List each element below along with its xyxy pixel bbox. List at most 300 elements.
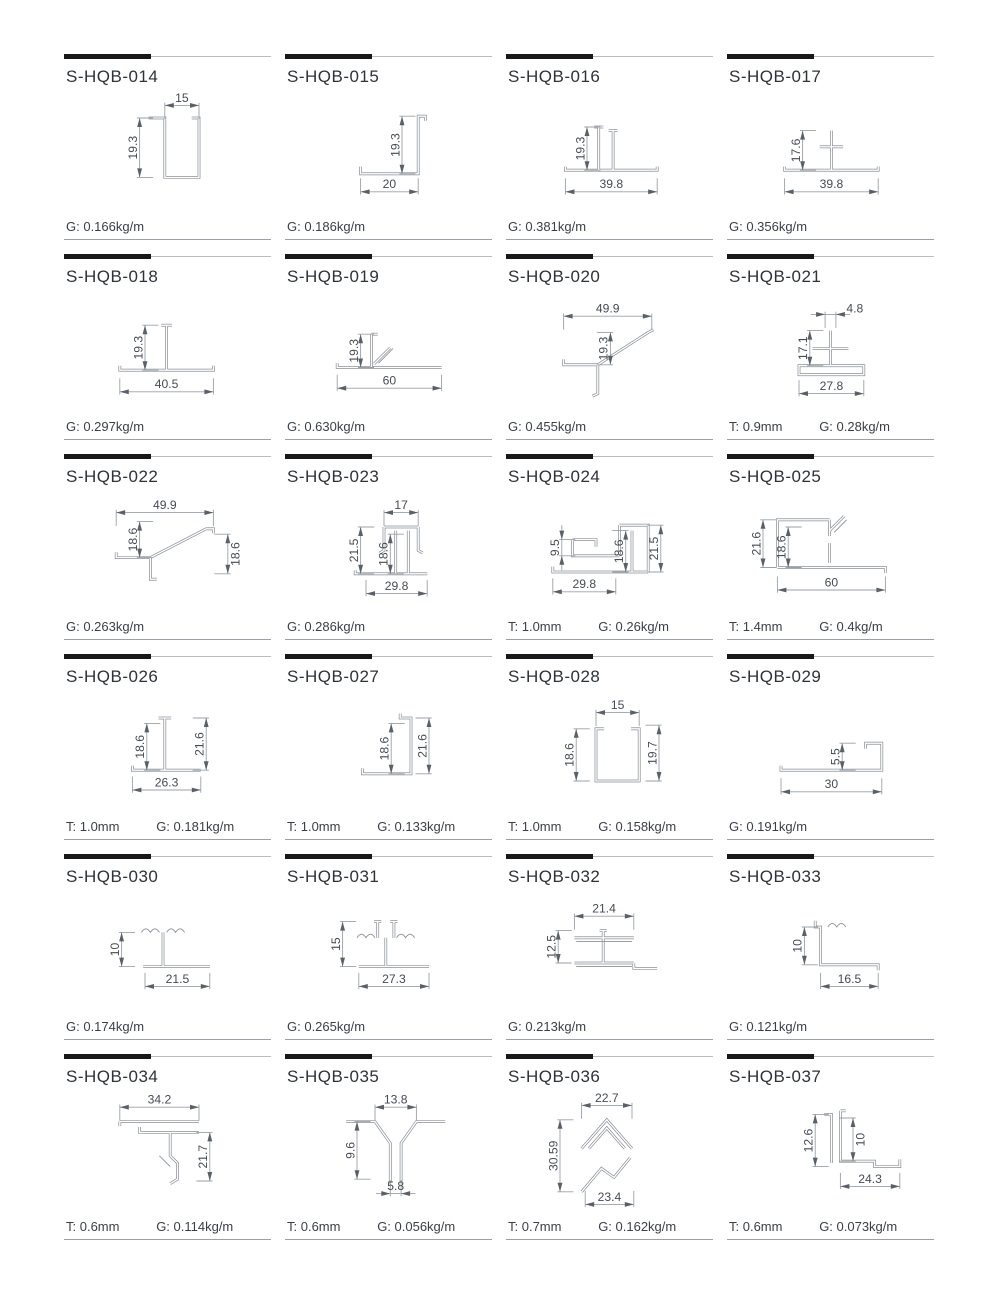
- header-rule: [285, 1056, 492, 1065]
- spec-text: G: 0.297kg/m: [66, 419, 145, 434]
- spec-row: [64, 817, 271, 840]
- spec-text: G: 0.166kg/m: [66, 219, 145, 234]
- profile-card: [285, 656, 492, 840]
- profile-card: [727, 656, 934, 840]
- dimension-arrow: [409, 510, 418, 515]
- dimension-arrow: [648, 189, 657, 194]
- profile-wall: [824, 1114, 831, 1163]
- profile-drawing: [727, 491, 934, 617]
- dimension-arrow: [204, 389, 213, 394]
- dimension-arrow: [800, 131, 805, 140]
- dimension-arrow: [361, 189, 370, 194]
- dimension: [366, 579, 427, 596]
- spec-text: G: 0.630kg/m: [287, 419, 366, 434]
- profile-wall-core: [132, 766, 200, 771]
- profile-code: S-HQB-022: [66, 467, 159, 486]
- dimension-label: 21.6: [192, 732, 207, 756]
- dimension-label: 19.3: [125, 135, 140, 160]
- dimension-label: 19.3: [131, 335, 146, 360]
- profile-drawing: [506, 1091, 713, 1217]
- dimension-label: 12.6: [801, 1128, 816, 1153]
- profile-wall-core: [150, 529, 213, 558]
- spec-row: [727, 417, 934, 440]
- header-rule: [64, 656, 271, 665]
- dimension-arrow: [132, 788, 141, 793]
- spec-row: [506, 617, 713, 640]
- header-rule: [727, 56, 934, 65]
- dimension: [596, 698, 639, 726]
- dimension: [749, 520, 776, 568]
- dimension-arrow: [876, 588, 885, 593]
- dimension-arrow: [657, 725, 662, 734]
- spec-row: [506, 217, 713, 240]
- profile-code: S-HQB-036: [508, 1067, 601, 1086]
- header-rule: [285, 256, 492, 265]
- header-rule: [285, 456, 492, 465]
- dimension: [359, 972, 429, 989]
- spec-text: T: 0.6mm: [729, 1219, 783, 1234]
- dimension-arrow: [418, 591, 427, 596]
- dimension-label: 17: [394, 498, 408, 512]
- dimension-arrow: [207, 1172, 212, 1181]
- dimension-label: 30: [824, 777, 839, 792]
- dimension: [347, 527, 374, 574]
- dimension: [343, 1122, 370, 1180]
- dimension: [564, 302, 652, 330]
- dimension-arrow: [813, 1114, 818, 1123]
- dimension: [126, 118, 153, 177]
- dimension-arrow: [389, 723, 394, 732]
- dimension-arrow: [565, 189, 574, 194]
- dimension: [574, 902, 633, 930]
- dimension-arrow: [574, 914, 583, 919]
- dimension-arrow: [427, 718, 432, 727]
- dimension-label: 49.9: [152, 498, 177, 512]
- profile-drawing: [285, 291, 492, 417]
- profile-wall: [149, 118, 199, 177]
- header-rule: [64, 56, 271, 65]
- dimension-label: 5.8: [387, 1179, 405, 1193]
- dimension-label: 24.3: [858, 1171, 882, 1186]
- profile-card: [506, 856, 713, 1040]
- dimension-label: 21.6: [415, 734, 430, 758]
- dimension-label: 18.6: [774, 535, 789, 560]
- profile-detail-line: [828, 923, 846, 927]
- header-bar: [727, 854, 814, 859]
- profile-code: S-HQB-018: [66, 267, 159, 286]
- profile-detail-line: [141, 929, 159, 933]
- dimension: [165, 91, 199, 119]
- dimension-arrow: [821, 984, 830, 989]
- header-rule: [727, 1056, 934, 1065]
- spec-text: G: 0.381kg/m: [508, 219, 587, 234]
- profile-wall-core: [355, 570, 427, 574]
- profile-drawing: [506, 691, 713, 817]
- header-bar: [285, 454, 372, 459]
- profile-drawing: [64, 491, 271, 617]
- profile-drawing: [506, 891, 713, 1017]
- profile-drawing: [727, 691, 934, 817]
- profile-drawing: [64, 291, 271, 417]
- dimension-arrow: [119, 958, 124, 967]
- profile-card: [285, 1056, 492, 1240]
- profile-code: S-HQB-027: [287, 667, 380, 686]
- dimension-arrow: [658, 563, 663, 572]
- dimension: [563, 729, 590, 781]
- dimension-arrow: [777, 588, 786, 593]
- profile-drawing: [285, 691, 492, 817]
- spec-text: T: 0.6mm: [287, 1219, 341, 1234]
- profile-wall: [777, 568, 885, 573]
- profile-drawing: [727, 291, 934, 417]
- profile-wall: [582, 1120, 632, 1149]
- spec-text: T: 1.0mm: [508, 819, 562, 834]
- profile-wall: [582, 1158, 631, 1192]
- header-bar: [506, 54, 593, 59]
- spec-text: G: 0.263kg/m: [66, 619, 145, 634]
- spec-row: [727, 217, 934, 240]
- profile-code: S-HQB-016: [508, 67, 601, 86]
- spec-text: T: 0.9mm: [729, 419, 783, 434]
- spec-row: [285, 217, 492, 240]
- spec-row: [727, 1017, 934, 1040]
- dimension-label: 18.6: [376, 542, 391, 566]
- dimension-label: 5.5: [828, 748, 843, 766]
- header-rule: [506, 1056, 713, 1065]
- spec-row: [506, 817, 713, 840]
- spec-row: [285, 817, 492, 840]
- profile-wall-core: [582, 1158, 631, 1192]
- dimension-arrow: [116, 510, 125, 515]
- dimension-label: 21.4: [592, 901, 616, 916]
- dimension-arrow: [873, 789, 882, 794]
- dimension: [840, 1118, 868, 1161]
- spec-text: G: 0.28kg/m: [819, 419, 890, 434]
- profile-card: [727, 56, 934, 240]
- header-bar: [64, 454, 151, 459]
- dimension-arrow: [559, 531, 564, 540]
- dimension-arrow: [145, 984, 154, 989]
- profile-code: S-HQB-020: [508, 267, 601, 286]
- dimension-arrow: [340, 958, 345, 967]
- profile-wall: [573, 540, 596, 547]
- dimension-arrow: [137, 168, 142, 177]
- dimension-label: 17.6: [788, 138, 803, 163]
- profile-wall: [140, 1127, 199, 1132]
- profile-wall-core: [374, 348, 390, 364]
- dimension-arrow: [340, 922, 345, 931]
- dimension-label: 18.6: [125, 527, 140, 552]
- profile-wall: [596, 729, 639, 781]
- dimension-arrow: [204, 510, 213, 515]
- dimension: [361, 177, 419, 194]
- spec-text: G: 0.4kg/m: [819, 619, 883, 634]
- profile-code: S-HQB-032: [508, 867, 601, 886]
- dimension: [337, 374, 441, 391]
- dimension-arrow: [564, 314, 573, 319]
- dimension-arrow: [433, 386, 442, 391]
- profile-card: [64, 1056, 271, 1240]
- dimension-arrow: [207, 1132, 212, 1141]
- header-bar: [506, 854, 593, 859]
- profile-card: [727, 256, 934, 440]
- dimension-label: 26.3: [154, 775, 179, 790]
- header-rule: [64, 856, 271, 865]
- profile-card: [64, 56, 271, 240]
- profile-card: [506, 656, 713, 840]
- dimension-label: 29.8: [384, 579, 409, 593]
- dimension-arrow: [781, 789, 790, 794]
- header-rule: [506, 56, 713, 65]
- dimension-arrow: [836, 312, 845, 317]
- profile-code: S-HQB-034: [66, 1067, 159, 1086]
- dimension-label: 29.8: [572, 577, 597, 592]
- dimension: [597, 332, 613, 364]
- spec-text: G: 0.056kg/m: [377, 1219, 456, 1234]
- dimension-arrow: [407, 1105, 416, 1110]
- dimension-arrow: [420, 984, 429, 989]
- header-bar: [727, 254, 814, 259]
- dimension-label: 10: [790, 939, 805, 953]
- spec-text: T: 1.0mm: [66, 819, 120, 834]
- spec-row: [285, 1017, 492, 1040]
- dimension-label: 18.6: [133, 734, 148, 759]
- spec-text: G: 0.073kg/m: [819, 1219, 898, 1234]
- header-rule: [285, 856, 492, 865]
- spec-row: [285, 1217, 492, 1240]
- dimension: [802, 1114, 829, 1166]
- dimension: [116, 498, 213, 526]
- spec-text: G: 0.162kg/m: [598, 1219, 677, 1234]
- profile-detail-line: [167, 929, 185, 933]
- profile-wall: [564, 359, 598, 364]
- dimension-label: 10: [107, 942, 122, 957]
- dimension-label: 21.5: [647, 536, 662, 561]
- dimension-label: 27.8: [819, 379, 844, 393]
- header-bar: [285, 854, 372, 859]
- dimension: [193, 718, 209, 770]
- spec-row: [64, 1017, 271, 1040]
- dimension: [377, 534, 404, 574]
- dimension: [791, 927, 818, 965]
- header-rule: [727, 256, 934, 265]
- profile-code: S-HQB-026: [66, 667, 159, 686]
- spec-text: T: 1.0mm: [508, 619, 562, 634]
- profile-code: S-HQB-023: [287, 467, 380, 486]
- dimension-arrow: [427, 765, 432, 774]
- profile-drawing: [64, 691, 271, 817]
- profile-card: [64, 256, 271, 440]
- header-rule: [727, 456, 934, 465]
- spec-row: [506, 1217, 713, 1240]
- profile-wall: [401, 1122, 445, 1183]
- dimension: [376, 1179, 416, 1196]
- profile-wall-core: [582, 1120, 632, 1149]
- profile-card: [64, 456, 271, 640]
- spec-text: G: 0.158kg/m: [598, 819, 677, 834]
- spec-text: G: 0.186kg/m: [287, 219, 366, 234]
- dimension: [585, 1190, 634, 1207]
- header-rule: [285, 56, 492, 65]
- profile-wall: [589, 1128, 625, 1149]
- profile-card: [506, 1056, 713, 1240]
- profile-wall-core: [596, 729, 639, 781]
- spec-text: T: 0.7mm: [508, 1219, 562, 1234]
- dimension: [789, 131, 816, 171]
- spec-text: G: 0.181kg/m: [156, 819, 235, 834]
- dimension: [811, 302, 864, 328]
- profile-card: [506, 56, 713, 240]
- dimension-arrow: [625, 1202, 634, 1207]
- header-bar: [64, 654, 151, 659]
- dimension: [546, 1120, 573, 1192]
- dimension-arrow: [657, 772, 662, 781]
- profile-code: S-HQB-025: [729, 467, 822, 486]
- header-rule: [64, 456, 271, 465]
- profile-code: S-HQB-017: [729, 67, 822, 86]
- dimension: [840, 1172, 899, 1189]
- profile-drawing: [285, 891, 492, 1017]
- dimension: [545, 931, 572, 963]
- profile-drawing: [285, 491, 492, 617]
- dimension-label: 21.5: [346, 538, 361, 563]
- dimension-arrow: [630, 710, 639, 715]
- dimension: [145, 972, 210, 989]
- spec-text: T: 1.4mm: [729, 619, 783, 634]
- dimension-label: 19.3: [388, 133, 403, 157]
- dimension-arrow: [585, 127, 590, 136]
- header-bar: [64, 54, 151, 59]
- profile-drawing: [506, 91, 713, 217]
- dimension-arrow: [558, 1183, 563, 1192]
- spec-row: [64, 217, 271, 240]
- profile-code: S-HQB-028: [508, 667, 601, 686]
- dimension-arrow: [355, 1170, 360, 1179]
- dimension-arrow: [201, 984, 210, 989]
- dimension: [781, 777, 882, 794]
- profile-card: [506, 456, 713, 640]
- profile-wall: [170, 1132, 177, 1183]
- dimension-label: 18.6: [228, 542, 243, 566]
- header-bar: [727, 454, 814, 459]
- dimension-arrow: [855, 391, 864, 396]
- dimension-arrow: [120, 389, 129, 394]
- profile-wall-core: [840, 1111, 899, 1167]
- dimension-arrow: [816, 312, 825, 317]
- dimension-label: 19.3: [346, 339, 361, 363]
- profile-card: [727, 1056, 934, 1240]
- profile-wall: [799, 366, 864, 375]
- dimension-label: 18.6: [377, 736, 392, 761]
- spec-text: G: 0.213kg/m: [508, 1019, 587, 1034]
- dimension: [415, 718, 431, 774]
- dimension-label: 60: [824, 575, 839, 590]
- dimension-label: 19.3: [573, 136, 588, 161]
- dimension-arrow: [799, 391, 808, 396]
- spec-text: G: 0.121kg/m: [729, 1019, 808, 1034]
- profile-wall: [840, 1111, 899, 1167]
- dimension: [196, 1132, 212, 1181]
- spec-row: [285, 417, 492, 440]
- profile-card: [64, 656, 271, 840]
- dimension-label: 16.5: [837, 971, 862, 986]
- header-bar: [506, 454, 593, 459]
- dimension-arrow: [623, 1103, 632, 1108]
- spec-row: [64, 617, 271, 640]
- dimension-arrow: [869, 984, 878, 989]
- dimension-arrow: [559, 556, 564, 565]
- dimension-arrow: [574, 772, 579, 781]
- spec-text: G: 0.191kg/m: [729, 819, 808, 834]
- dimension-arrow: [623, 531, 628, 540]
- dimension-arrow: [190, 103, 199, 108]
- dimension-label: 4.8: [846, 301, 864, 316]
- dimension-arrow: [851, 1118, 856, 1127]
- dimension-arrow: [204, 761, 209, 770]
- dimension-arrow: [840, 1184, 849, 1189]
- profile-code: S-HQB-030: [66, 867, 159, 886]
- header-bar: [285, 654, 372, 659]
- profile-drawing: [727, 91, 934, 217]
- profile-code: S-HQB-019: [287, 267, 380, 286]
- profile-drawing: [64, 891, 271, 1017]
- dimension-arrow: [120, 1105, 129, 1110]
- dimension: [120, 1093, 199, 1121]
- dimension-arrow: [337, 386, 346, 391]
- dimension-arrow: [359, 984, 368, 989]
- dimension: [821, 972, 879, 989]
- dimension: [214, 534, 242, 574]
- profile-code: S-HQB-029: [729, 667, 822, 686]
- profile-code: S-HQB-035: [287, 1067, 380, 1086]
- dimension-label: 21.6: [749, 531, 764, 556]
- profile-detail-line: [397, 934, 415, 938]
- dimension: [388, 116, 415, 174]
- dimension: [375, 1093, 416, 1121]
- spec-text: G: 0.265kg/m: [287, 1019, 366, 1034]
- profile-wall-core: [418, 527, 423, 553]
- dimension: [126, 522, 153, 558]
- dimension: [799, 379, 864, 396]
- dimension-arrow: [802, 927, 807, 936]
- profile-detail-line: [357, 934, 375, 938]
- header-bar: [727, 654, 814, 659]
- dimension-label: 18.6: [562, 743, 577, 767]
- profile-card: [285, 456, 492, 640]
- spec-text: G: 0.356kg/m: [729, 219, 808, 234]
- dimension: [384, 498, 418, 526]
- dimension-arrow: [761, 559, 766, 568]
- dimension: [133, 723, 160, 770]
- dimension-label: 13.8: [383, 1092, 408, 1107]
- profile-drawing: [64, 1091, 271, 1217]
- profile-card: [64, 856, 271, 1040]
- dimension-label: 34.2: [147, 1092, 172, 1107]
- dimension: [582, 1091, 632, 1119]
- header-rule: [727, 656, 934, 665]
- spec-row: [727, 617, 934, 640]
- spec-row: [506, 1017, 713, 1040]
- dimension: [645, 725, 661, 781]
- dimension-arrow: [409, 189, 418, 194]
- dimension: [131, 325, 158, 370]
- dimension-arrow: [553, 589, 562, 594]
- spec-row: [506, 417, 713, 440]
- profile-code: S-HQB-014: [66, 67, 159, 86]
- dimension-arrow: [384, 510, 393, 515]
- header-rule: [64, 1056, 271, 1065]
- header-rule: [727, 856, 934, 865]
